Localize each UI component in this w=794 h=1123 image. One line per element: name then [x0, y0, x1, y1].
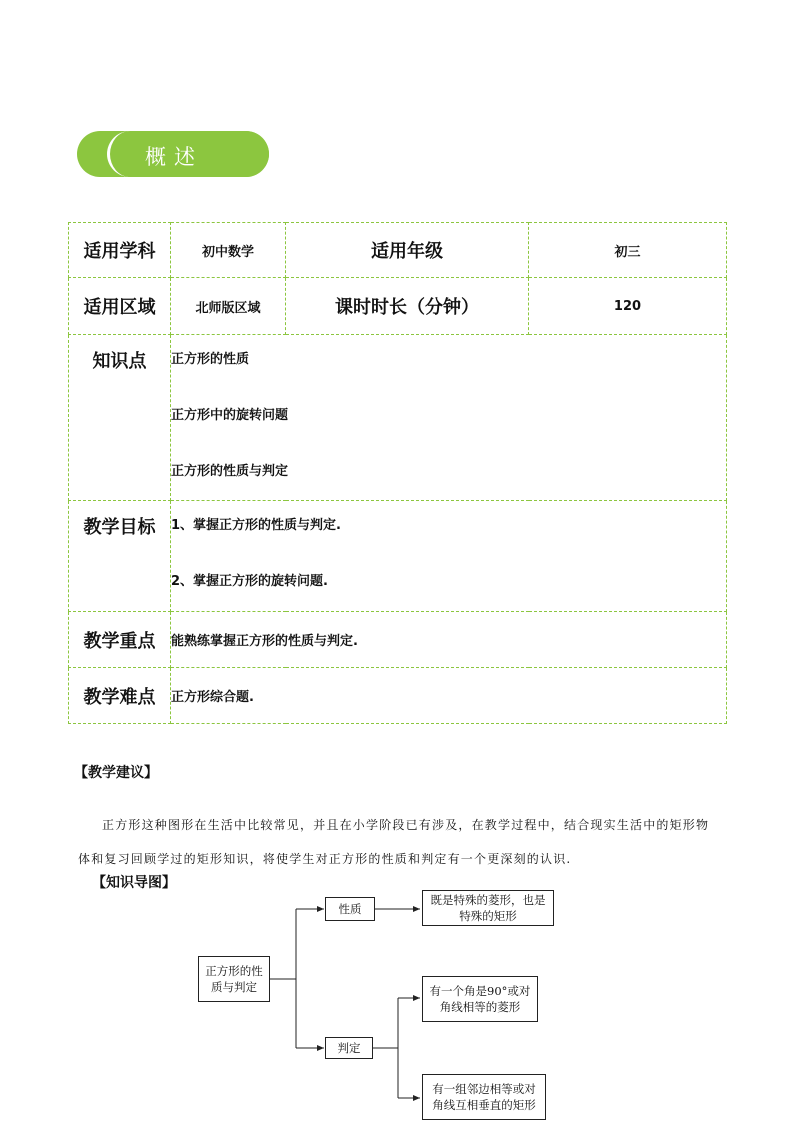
table-row [69, 335, 727, 501]
mindmap-root-node: 正方形的性质与判定 [198, 956, 270, 1002]
duration-value: 120 [529, 278, 727, 335]
region-label: 适用区域 [69, 278, 171, 335]
section-banner [77, 131, 269, 177]
difficult-label: 教学难点 [69, 668, 171, 724]
mindmap-property-desc-node: 既是特殊的菱形，也是特殊的矩形 [422, 890, 554, 926]
table-row [69, 223, 727, 278]
suggestion-paragraph: 正方形这种图形在生活中比较常见，并且在小学阶段已有涉及，在教学过程中，结合现实生活中的矩形物体和复习回顾学过的矩形知识，将使学生对正方形的性质和判定有一个更深刻的认识. [78, 818, 710, 866]
knowledge-label: 知识点 [69, 335, 171, 501]
mindmap-property-node: 性质 [325, 897, 375, 921]
mindmap-judge-node: 判定 [325, 1037, 373, 1059]
table-row [69, 501, 727, 612]
banner-title: 概述 [145, 145, 203, 169]
table-row [69, 612, 727, 668]
subject-label: 适用学科 [69, 223, 171, 278]
knowledge-item: 正方形中的旋转问题 [171, 408, 289, 423]
grade-label: 适用年级 [286, 223, 529, 278]
mindmap-heading: 【知识导图】 [92, 875, 176, 891]
table-row [69, 278, 727, 335]
knowledge-values [171, 335, 727, 501]
mindmap-judge-b-node: 有一组邻边相等或对角线互相垂直的矩形 [422, 1074, 546, 1120]
subject-value: 初中数学 [171, 223, 286, 278]
key-value: 能熟练掌握正方形的性质与判定. [171, 612, 727, 668]
goal-item: 2、掌握正方形的旋转问题. [171, 574, 328, 589]
overview-table [68, 222, 727, 724]
goal-item: 1、掌握正方形的性质与判定. [171, 518, 341, 533]
duration-label: 课时时长（分钟） [286, 278, 529, 335]
mindmap-judge-a-node: 有一个角是90°或对角线相等的菱形 [422, 976, 538, 1022]
goals-values [171, 501, 727, 612]
region-value: 北师版区域 [171, 278, 286, 335]
suggestion-heading: 【教学建议】 [74, 765, 158, 781]
table-row [69, 668, 727, 724]
grade-value: 初三 [529, 223, 727, 278]
knowledge-item: 正方形的性质与判定 [171, 464, 289, 479]
knowledge-item: 正方形的性质 [171, 352, 250, 367]
difficult-value: 正方形综合题. [171, 668, 727, 724]
goals-label: 教学目标 [69, 501, 171, 612]
key-label: 教学重点 [69, 612, 171, 668]
